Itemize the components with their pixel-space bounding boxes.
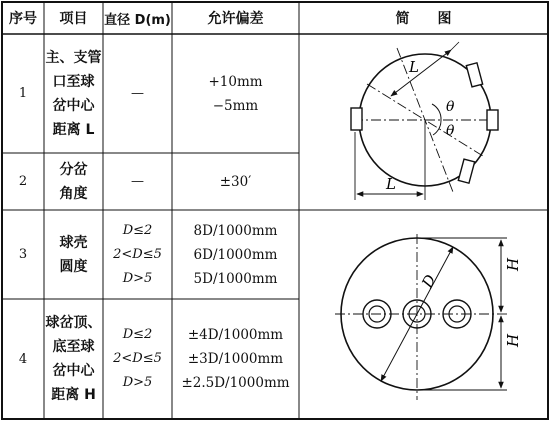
row4-no: 4 <box>18 351 28 367</box>
label-D: D <box>418 271 440 291</box>
label-H-lower: H <box>504 333 522 347</box>
header-item: 项目 <box>59 11 88 27</box>
row1-no: 1 <box>18 86 28 101</box>
row3-item: 球壳 圆度 <box>59 234 88 275</box>
row3-no: 3 <box>18 247 28 262</box>
row2-diameter: — <box>131 173 144 189</box>
row4-item: 球岔顶、 底至球 岔中心 距离 H <box>45 315 102 403</box>
label-theta-lower: θ <box>446 123 455 139</box>
sketch-sphere-height <box>299 210 548 419</box>
row2-tolerance: ±30′ <box>219 173 252 190</box>
row4-tolerance: ±4D/1000mm ±3D/1000mm ±2.5D/1000mm <box>181 327 290 391</box>
header-no: 序号 <box>9 11 37 27</box>
lower-branch-stub <box>458 159 474 183</box>
header-tolerance: 允许偏差 <box>207 11 264 27</box>
row2-no: 2 <box>18 174 28 189</box>
label-H-upper: H <box>504 257 522 271</box>
label-L-top: L <box>409 58 419 76</box>
label-theta-upper: θ <box>446 99 455 115</box>
header-sketch: 简 图 <box>395 11 452 27</box>
row3-tolerance: 8D/1000mm 6D/1000mm 5D/1000mm <box>193 222 278 287</box>
row3-diameter: D≤2 2<D≤5 D>5 <box>113 222 162 286</box>
row1-item: 主、支管 口至球 岔中心 距离 L <box>45 49 102 138</box>
label-L-bottom: L <box>386 175 396 193</box>
row1-tolerance: +10mm −5mm <box>208 73 263 114</box>
sketch-branch-distance <box>299 34 548 210</box>
row1-diameter: — <box>131 85 144 101</box>
row4-diameter: D≤2 2<D≤5 D>5 <box>113 327 162 390</box>
row2-item: 分岔 角度 <box>59 161 88 202</box>
main-outlet-stub <box>487 110 498 130</box>
header-diameter: 直径 D(m) <box>104 12 171 28</box>
main-pipe-stub <box>351 108 362 130</box>
upper-branch-stub <box>466 63 482 87</box>
